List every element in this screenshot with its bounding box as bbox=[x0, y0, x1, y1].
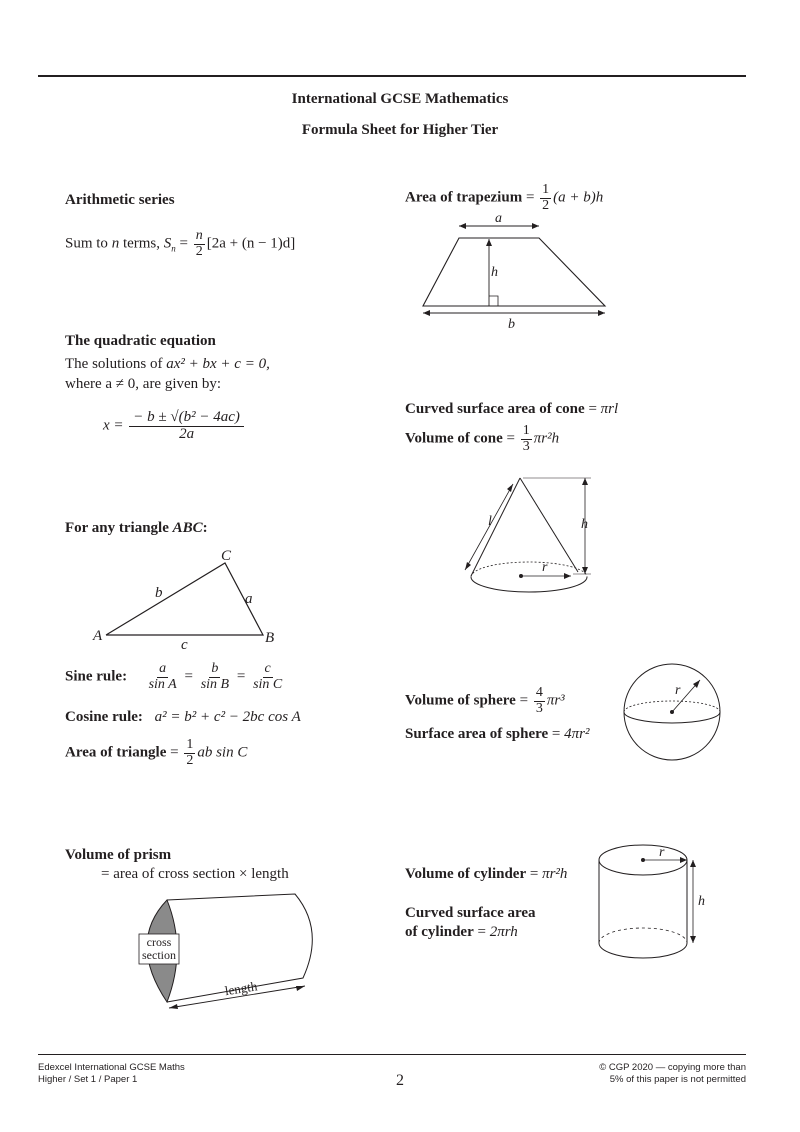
triangle-diagram bbox=[85, 545, 295, 655]
footer-right-line2: 5% of this paper is not permitted bbox=[609, 1074, 746, 1085]
quadratic-line1: The solutions of ax² + bx + c = 0, bbox=[65, 356, 270, 372]
cylinder-curved-label-2: of cylinder bbox=[405, 924, 474, 940]
trapezium-label: Area of trapezium bbox=[405, 189, 523, 206]
sphere-volume-expr: πr³ bbox=[546, 692, 565, 709]
footer-left-line1: Edexcel International GCSE Maths bbox=[38, 1062, 185, 1073]
quadratic-line2: where a ≠ 0, are given by: bbox=[65, 376, 222, 392]
page-title: International GCSE Mathematics bbox=[291, 91, 509, 107]
cylinder-curved-label-1: Curved surface area bbox=[405, 905, 536, 921]
triangle-heading: For any triangle ABC: bbox=[65, 520, 208, 536]
sphere-surface-expr: 4πr² bbox=[564, 726, 590, 742]
cross-label: cross bbox=[146, 935, 172, 949]
trapezium-fraction: $\frac{1}{2}$ bbox=[542, 182, 550, 213]
prism-diagram bbox=[125, 890, 325, 1020]
cone-volume-formula: Volume of cone = $\frac{1}{3}$ πr²h bbox=[405, 423, 560, 454]
triangle-label-A: A bbox=[93, 628, 103, 644]
s-subscript: n bbox=[171, 243, 176, 254]
arithmetic-formula: Sum to n terms, $S_n$ = $\frac{n}{2}$ [2a + (n − 1)d] bbox=[65, 228, 296, 259]
cone-curved-label: Curved surface area of cone bbox=[405, 401, 585, 417]
length-label: length bbox=[223, 978, 259, 999]
triangle-label-C: C bbox=[221, 548, 232, 564]
trap-label-h: h bbox=[491, 265, 498, 280]
sphere-surface-formula: Surface area of sphere = 4πr² bbox=[405, 726, 590, 742]
quadratic-formula bbox=[103, 410, 246, 443]
sphere-surface-label: Surface area of sphere bbox=[405, 726, 549, 742]
cone-label-r: r bbox=[542, 560, 548, 575]
sine-rule: Sine rule: $\frac{a}{\text{sin A}}$ = $\frac{b}{\text{sin B}}$ = $\frac{c}{\text{sin C}}$ bbox=[65, 661, 283, 692]
terms-label: terms, bbox=[122, 235, 161, 252]
arithmetic-heading: Arithmetic series bbox=[65, 192, 175, 208]
cylinder-volume-label: Volume of cylinder bbox=[405, 866, 527, 882]
triangle-label-B: B bbox=[265, 630, 275, 646]
cylinder-label-h: h bbox=[698, 894, 705, 909]
trapezium-expr: (a + b)h bbox=[553, 189, 604, 206]
cone-curved-expr: πrl bbox=[600, 401, 619, 417]
cone-volume-expr: πr²h bbox=[533, 430, 560, 447]
sphere-label-r: r bbox=[675, 683, 681, 698]
cone-label-l: l bbox=[488, 514, 492, 529]
quadratic-fraction: $\frac{\text{− b ± √(b² − 4ac)}}{2a}$ bbox=[129, 410, 244, 443]
cone-fraction: $\frac{1}{3}$ bbox=[522, 423, 530, 454]
cone-diagram bbox=[455, 470, 605, 595]
area-triangle-fraction: $\frac{1}{2}$ bbox=[186, 737, 194, 768]
x-lhs: x = bbox=[103, 417, 124, 434]
trapezium-diagram bbox=[415, 215, 615, 330]
n-over-2-fraction: $\frac{n}{2}$ bbox=[195, 228, 203, 259]
sphere-volume-label: Volume of sphere bbox=[405, 692, 516, 709]
cone-label-h: h bbox=[581, 517, 588, 532]
page-subtitle: Formula Sheet for Higher Tier bbox=[301, 122, 499, 138]
sum-prefix: Sum to bbox=[65, 235, 108, 252]
triangle-label-a: a bbox=[245, 591, 253, 607]
footer-left-line2: Higher / Set 1 / Paper 1 bbox=[38, 1074, 138, 1085]
arithmetic-bracket: [2a + (n − 1)d] bbox=[206, 235, 296, 252]
triangle-label-c: c bbox=[181, 637, 188, 653]
bottom-rule bbox=[38, 1054, 746, 1055]
cone-volume-label: Volume of cone bbox=[405, 430, 503, 447]
sphere-fraction: $\frac{4}{3}$ bbox=[535, 685, 543, 716]
cylinder-label-r: r bbox=[659, 845, 665, 860]
area-triangle-label: Area of triangle bbox=[65, 744, 167, 761]
triangle-label-b: b bbox=[155, 585, 163, 601]
trap-label-b: b bbox=[508, 317, 515, 330]
cylinder-curved-expr: 2πrh bbox=[489, 924, 518, 940]
area-triangle-expr: ab sin C bbox=[197, 744, 248, 761]
section-label: section bbox=[142, 948, 176, 962]
top-rule bbox=[38, 75, 746, 77]
sphere-volume-formula: Volume of sphere = $\frac{4}{3}$ πr³ bbox=[405, 685, 565, 716]
sine-rule-label: Sine rule: bbox=[65, 668, 128, 685]
sine-frac-c: $\frac{c}{\text{sin C}}$ bbox=[253, 661, 283, 692]
footer-right-line1: © CGP 2020 — copying more than bbox=[599, 1062, 746, 1073]
cylinder-curved-formula: of cylinder = 2πrh bbox=[405, 924, 518, 940]
s-symbol: S bbox=[163, 235, 172, 252]
trapezium-formula: Area of trapezium = $\frac{1}{2}$ (a + b)h bbox=[405, 182, 604, 213]
sine-frac-b: $\frac{b}{\text{sin B}}$ bbox=[200, 661, 230, 692]
footer-right bbox=[599, 1062, 746, 1086]
cosine-rule-label: Cosine rule: bbox=[65, 709, 143, 725]
page-number: 2 bbox=[396, 1072, 404, 1089]
prism-heading: Volume of prism bbox=[65, 847, 172, 863]
cylinder-volume-formula: Volume of cylinder = πr²h bbox=[405, 866, 568, 882]
cosine-rule-expr: a² = b² + c² − 2bc cos A bbox=[154, 709, 301, 725]
cone-curved-formula: Curved surface area of cone = πrl bbox=[405, 401, 619, 417]
trap-label-a: a bbox=[495, 215, 502, 226]
n-label: n bbox=[111, 235, 120, 252]
cylinder-diagram bbox=[595, 835, 715, 965]
area-triangle: Area of triangle = $\frac{1}{2}$ ab sin C bbox=[65, 737, 248, 768]
prism-expr: = area of cross section × length bbox=[101, 866, 289, 882]
quadratic-heading: The quadratic equation bbox=[65, 333, 216, 349]
cylinder-volume-expr: πr²h bbox=[542, 866, 568, 882]
sphere-diagram bbox=[620, 662, 725, 762]
sine-frac-a: $\frac{a}{\text{sin A}}$ bbox=[148, 661, 177, 692]
cosine-rule bbox=[65, 709, 301, 726]
